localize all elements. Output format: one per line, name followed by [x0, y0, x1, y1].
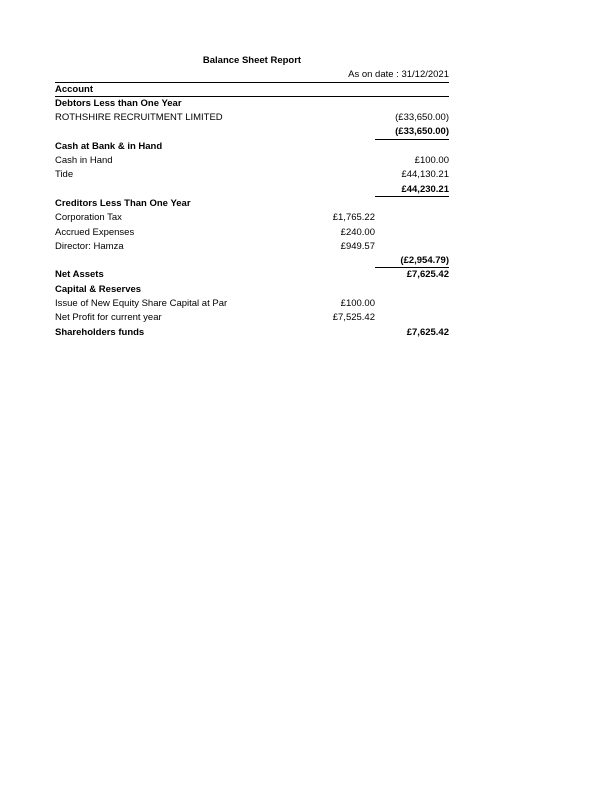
- table-row: [55, 311, 449, 325]
- table-row: [55, 268, 449, 282]
- row-amount-mid: [295, 154, 375, 168]
- row-amount-right: [375, 226, 449, 240]
- row-amount-right: [375, 197, 449, 211]
- table-row: [55, 283, 449, 297]
- table-row: [55, 254, 449, 268]
- row-amount-mid: [295, 183, 375, 197]
- row-label: Net Assets: [55, 269, 104, 281]
- row-amount-mid: [295, 111, 375, 125]
- row-amount-mid: [295, 268, 375, 282]
- row-amount-mid: [295, 125, 375, 139]
- row-label: Capital & Reserves: [55, 283, 142, 295]
- row-amount-right: £100.00: [414, 155, 449, 167]
- row-label: Debtors Less than One Year: [55, 97, 182, 109]
- row-amount-mid: [295, 197, 375, 211]
- row-label: Creditors Less Than One Year: [55, 197, 191, 209]
- row-amount-mid: [295, 283, 375, 297]
- row-label: Cash in Hand: [55, 155, 113, 167]
- row-amount-right: £44,230.21: [375, 183, 449, 197]
- report-table: [55, 97, 449, 340]
- row-label: ROTHSHIRE RECRUITMENT LIMITED: [55, 112, 223, 124]
- row-label: Issue of New Equity Share Capital at Par: [55, 298, 228, 310]
- table-row: [55, 183, 449, 197]
- row-amount-mid: £240.00: [340, 226, 375, 238]
- table-row: [55, 140, 449, 154]
- table-row: [55, 197, 449, 211]
- row-amount-right: (£33,650.00): [395, 112, 449, 124]
- row-label: Tide: [55, 169, 74, 181]
- row-amount-right: (£2,954.79): [375, 254, 449, 268]
- row-amount-right: [375, 283, 449, 297]
- row-label: Net Profit for current year: [55, 312, 162, 324]
- row-amount-right: (£33,650.00): [375, 125, 449, 139]
- table-row: [55, 111, 449, 125]
- report-date: As on date : 31/12/2021: [55, 68, 449, 82]
- table-row: [55, 97, 449, 111]
- table-row: [55, 226, 449, 240]
- row-amount-right: [375, 97, 449, 111]
- account-column-header: Account: [55, 83, 449, 97]
- table-row: [55, 297, 449, 311]
- row-amount-right: £44,130.21: [401, 169, 449, 181]
- row-amount-right: £7,625.42: [406, 326, 449, 338]
- row-label: Accrued Expenses: [55, 226, 135, 238]
- row-amount-right: £7,625.42: [406, 269, 449, 281]
- row-amount-mid: [295, 168, 375, 182]
- table-row: [55, 168, 449, 182]
- table-row: [55, 240, 449, 254]
- row-label: [55, 125, 295, 139]
- table-row: [55, 125, 449, 139]
- row-amount-right: [375, 240, 449, 254]
- balance-sheet-report: [55, 54, 449, 340]
- row-amount-mid: £1,765.22: [332, 212, 375, 224]
- row-amount-mid: £949.57: [340, 240, 375, 252]
- row-label: Corporation Tax: [55, 212, 122, 224]
- table-row: [55, 154, 449, 168]
- row-amount-mid: [295, 97, 375, 111]
- report-title: Balance Sheet Report: [202, 55, 302, 66]
- row-amount-right: [375, 297, 449, 311]
- table-row: [55, 326, 449, 340]
- row-label: [55, 183, 295, 197]
- row-label: [55, 254, 295, 268]
- row-amount-mid: [295, 326, 375, 340]
- table-row: [55, 211, 449, 225]
- row-amount-right: [375, 311, 449, 325]
- row-amount-right: [375, 211, 449, 225]
- row-amount-mid: £7,525.42: [332, 312, 375, 324]
- row-label: Shareholders funds: [55, 326, 145, 338]
- row-amount-mid: [295, 140, 375, 154]
- row-amount-mid: [295, 254, 375, 268]
- row-label: Cash at Bank & in Hand: [55, 140, 163, 152]
- row-label: Director: Hamza: [55, 240, 124, 252]
- row-amount-mid: £100.00: [340, 298, 375, 310]
- row-amount-right: [375, 140, 449, 154]
